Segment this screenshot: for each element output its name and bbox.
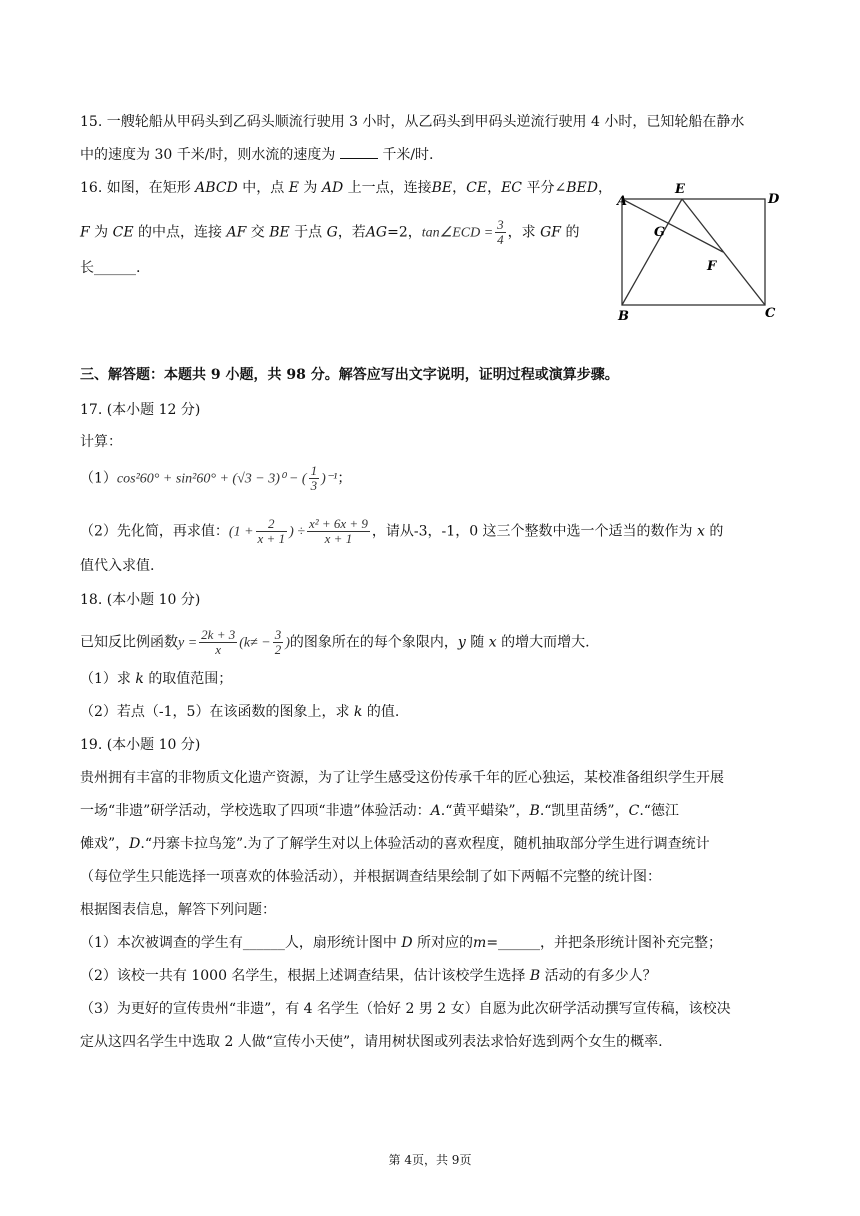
q19-text: 活动的有多少人？ bbox=[544, 968, 657, 984]
q17-part1 bbox=[80, 464, 351, 493]
q19-text: 所对应的 bbox=[417, 935, 474, 951]
q16-text: 平分∠ bbox=[526, 180, 567, 196]
q19-text: .“丹寨卡拉鸟笼”.为了了解学生对以上体验活动的喜欢程度，随机抽取部分学生进行调查统计 bbox=[140, 836, 710, 852]
q17-part-label: （1） bbox=[80, 470, 117, 487]
q18-text: 的增大而增大. bbox=[501, 634, 590, 651]
q17-text: ，请从-3，-1，0 这三个整数中选一个适当的数作为 bbox=[371, 523, 693, 540]
q18-fraction bbox=[273, 628, 284, 657]
q17-punct: ； bbox=[337, 470, 352, 487]
q18-part1 bbox=[80, 669, 232, 689]
q19-line3 bbox=[80, 834, 710, 854]
segment-af bbox=[622, 199, 723, 252]
q16-text: 为 bbox=[94, 224, 109, 241]
q18-var: y bbox=[457, 634, 466, 651]
q16-text: 于点 bbox=[294, 224, 323, 241]
q19-var: C bbox=[628, 803, 640, 819]
q18-part2 bbox=[80, 702, 399, 722]
q16-var: CE bbox=[112, 224, 134, 241]
q19-part3-line2: 定从这四名学生中选取 2 人做“宣传小天使”，请用树状图或列表法求恰好选到两个女生的概率. bbox=[80, 1034, 663, 1050]
q18-title: 18. (本小题 10 分) bbox=[80, 592, 201, 608]
section-3-heading: 三、解答题：本题共 9 小题，共 98 分。解答应写出文字说明，证明过程或演算步骤。 bbox=[80, 367, 619, 383]
q19-text: .“凯里苗绣”， bbox=[539, 803, 629, 819]
q16-var: AF bbox=[226, 224, 247, 241]
segment-ec bbox=[682, 199, 765, 305]
q17-part2 bbox=[80, 517, 723, 546]
q16-text: 的中点，连接 bbox=[138, 224, 223, 241]
q15-line1: 15. 一艘轮船从甲码头到乙码头顺流行驶用 3 小时，从乙码头到甲码头逆流行驶用 4 小时，已知轮船在静水 bbox=[80, 114, 745, 130]
q16-var: E bbox=[288, 180, 299, 196]
q16-var: AD bbox=[321, 180, 344, 196]
fraction-numerator: 2 bbox=[256, 517, 288, 532]
q19-line2 bbox=[80, 801, 679, 821]
q18-text: 已知反比例函数 bbox=[80, 634, 178, 651]
q15-line2 bbox=[80, 144, 434, 165]
q16-text: ，求 bbox=[507, 224, 536, 241]
q19-text: （1）本次被调查的学生有______人，扇形统计图中 bbox=[80, 935, 397, 951]
q17-var: x bbox=[697, 523, 705, 540]
q19-part3-line1: （3）为更好的宣传贵州“非遗”，有 4 名学生（恰好 2 男 2 女）自愿为此次研学活动撰写宣传稿，该校决 bbox=[80, 1001, 731, 1017]
q16-var: BE bbox=[431, 180, 453, 196]
q15-text: 中的速度为 30 千米/时，则水流的速度为 bbox=[80, 147, 336, 163]
label-a: A bbox=[617, 194, 628, 209]
q16-text: =2， bbox=[387, 224, 422, 241]
label-b: B bbox=[618, 309, 629, 320]
q16-line3: 长______. bbox=[80, 260, 141, 276]
q16-var: G bbox=[326, 224, 338, 241]
q19-text: 傩戏”， bbox=[80, 836, 130, 852]
q16-text: 为 bbox=[303, 180, 318, 196]
q16-text: ， bbox=[487, 180, 502, 196]
q18-expression: ) bbox=[285, 635, 290, 651]
q18-var: x bbox=[488, 634, 497, 651]
q16-var: BE bbox=[269, 224, 290, 241]
q16-var: CE bbox=[466, 180, 488, 196]
fraction-denominator: 3 bbox=[310, 478, 318, 493]
q18-expression: (k≠ − bbox=[239, 635, 271, 651]
q19-title: 19. (本小题 10 分) bbox=[80, 737, 201, 753]
label-c: C bbox=[765, 306, 776, 320]
q16-var: GF bbox=[540, 224, 561, 241]
label-f: F bbox=[707, 259, 717, 274]
q17-fraction bbox=[307, 517, 370, 546]
q18-text: （2）若点（-1，5）在该函数的图象上，求 bbox=[80, 704, 350, 720]
q17-expression: ) ÷ bbox=[289, 524, 305, 540]
q19-var: D bbox=[129, 836, 141, 852]
q16-text: 16. 如图，在矩形 bbox=[80, 180, 191, 196]
fraction-denominator: x + 1 bbox=[324, 531, 353, 546]
q19-var: D bbox=[401, 935, 413, 951]
q15-answer-blank bbox=[340, 144, 378, 159]
q17-part2-cont: 值代入求值. bbox=[80, 558, 155, 574]
q17-intro: 计算： bbox=[80, 434, 122, 450]
q16-text: 交 bbox=[250, 224, 265, 241]
q16-text: ， bbox=[597, 180, 612, 196]
q18-var: k bbox=[135, 671, 144, 687]
label-g: G bbox=[654, 225, 666, 240]
q19-text: （2）该校一共有 1000 名学生，根据上述调查结果，估计该校学生选择 bbox=[80, 968, 526, 984]
fraction-numerator: 2k + 3 bbox=[201, 627, 236, 642]
fraction-denominator: x + 1 bbox=[257, 531, 286, 546]
label-e: E bbox=[675, 182, 685, 197]
fraction-numerator: x² + 6x + 9 bbox=[308, 516, 368, 531]
q19-var: B bbox=[529, 803, 540, 819]
q18-text: 的取值范围； bbox=[148, 671, 233, 687]
q19-text: .“黄平蜡染”， bbox=[440, 803, 530, 819]
fraction-denominator: 4 bbox=[497, 232, 504, 247]
q19-var: A bbox=[430, 803, 441, 819]
label-d: D bbox=[768, 192, 780, 207]
q19-text: 一场“非遗”研学活动，学校选取了四项“非遗”体验活动： bbox=[80, 803, 431, 819]
q18-text: 随 bbox=[470, 634, 485, 651]
q17-fraction bbox=[256, 517, 288, 546]
q17-expression: )⁻¹ bbox=[321, 471, 338, 487]
q18-line1 bbox=[80, 628, 590, 657]
q19-var: B bbox=[529, 968, 541, 984]
q16-geometry-figure bbox=[612, 180, 782, 320]
page-footer: 第 4页，共 9页 bbox=[388, 1153, 472, 1167]
q18-text: （1）求 bbox=[80, 671, 131, 687]
q18-text: 的图象所在的每个象限内， bbox=[289, 634, 458, 651]
fraction-denominator: x bbox=[215, 642, 222, 657]
q19-text: =______，并把条形统计图补充完整； bbox=[486, 935, 723, 951]
q16-line2 bbox=[80, 218, 579, 247]
q19-text: .“德江 bbox=[639, 803, 679, 819]
q19-var: m bbox=[473, 935, 487, 951]
q15-unit: 千米/时. bbox=[382, 147, 434, 163]
q17-title: 17. (本小题 12 分) bbox=[80, 402, 201, 418]
q16-var: ABCD bbox=[195, 180, 238, 196]
fraction-numerator: 3 bbox=[497, 217, 504, 232]
q19-line5: 根据图表信息，解答下列问题： bbox=[80, 902, 276, 918]
q18-fraction bbox=[199, 628, 237, 657]
q16-fraction bbox=[495, 218, 506, 247]
q18-text: 的值. bbox=[366, 704, 400, 720]
q16-text: ，若 bbox=[337, 224, 366, 241]
q16-var: BED bbox=[566, 180, 598, 196]
rectangle-abcd bbox=[622, 199, 765, 305]
q18-var: k bbox=[353, 704, 363, 720]
q16-text: 的 bbox=[565, 224, 580, 241]
fraction-denominator: 2 bbox=[274, 642, 282, 657]
q16-text: 中，点 bbox=[242, 180, 285, 196]
q17-expression: cos²60° + sin²60° + (√3 − 3)⁰ − ( bbox=[116, 471, 307, 487]
q16-tan-expression: tan∠ECD = bbox=[421, 225, 494, 241]
q16-text: 上一点，连接 bbox=[347, 180, 432, 196]
q17-text: 的 bbox=[709, 523, 724, 540]
q19-line4: （每位学生只能选择一项喜欢的体验活动），并根据调查结果绘制了如下两幅不完整的统计图： bbox=[80, 869, 661, 885]
q16-text: ， bbox=[452, 180, 467, 196]
q16-var: EC bbox=[501, 180, 523, 196]
q17-part-label: （2）先化简，再求值： bbox=[80, 523, 229, 540]
q16-var: AG bbox=[365, 224, 388, 241]
q19-line1: 贵州拥有丰富的非物质文化遗产资源，为了让学生感受这份传承千年的匠心独运，某校准备组织学生开展 bbox=[80, 770, 724, 786]
q17-fraction bbox=[309, 464, 320, 493]
q19-part1 bbox=[80, 933, 722, 953]
fraction-numerator: 1 bbox=[310, 463, 318, 478]
fraction-numerator: 3 bbox=[274, 627, 282, 642]
q16-var: F bbox=[80, 224, 90, 241]
q19-part2 bbox=[80, 966, 657, 986]
q17-expression: (1 + bbox=[228, 524, 254, 540]
q18-expression: y = bbox=[178, 635, 198, 651]
q16-line1 bbox=[80, 178, 612, 198]
